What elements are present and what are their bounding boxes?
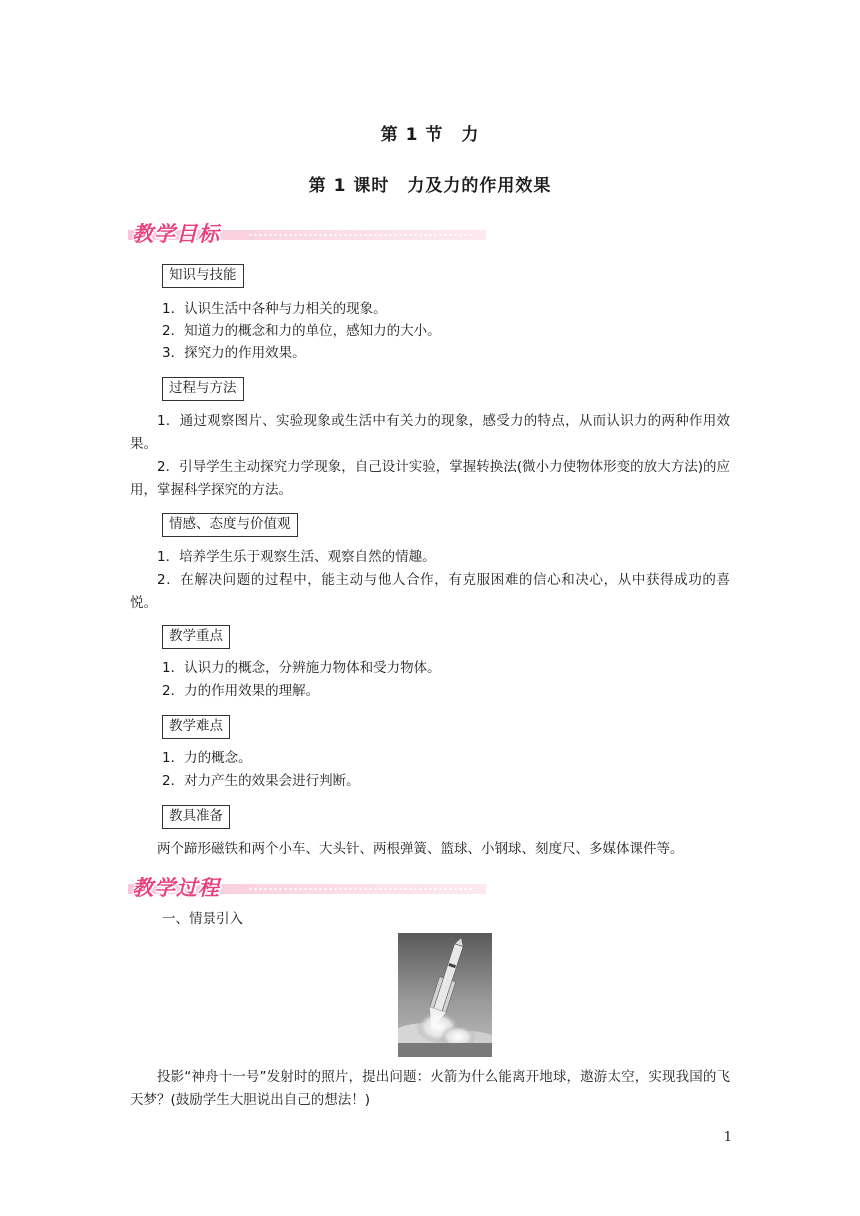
process-method-item-2: 2．引导学生主动探究力学现象，自己设计实验，掌握转换法(微小力使物体形变的放大方法)的应用，掌握科学探究的方法。: [130, 459, 730, 498]
chapter-title: 第 1 节 力: [380, 125, 480, 145]
process-step-1: 一、情景引入: [162, 911, 243, 927]
difficulties-label: 教学难点: [162, 715, 230, 739]
knowledge-item-1: 1．认识生活中各种与力相关的现象。: [162, 301, 387, 317]
emotion-item-1: 1．培养学生乐于观察生活、观察自然的情趣。: [157, 549, 436, 565]
materials-text: 两个蹄形磁铁和两个小车、大头针、两根弹簧、篮球、小钢球、刻度尺、多媒体课件等。: [157, 841, 684, 857]
objectives-heading: 教学目标: [132, 222, 220, 246]
key-points-item-2: 2．力的作用效果的理解。: [162, 683, 320, 699]
process-description: 投影“神舟十一号”发射时的照片，提出问题：火箭为什么能离开地球，遨游太空，实现我国的飞天梦？(鼓励学生大胆说出自己的想法！): [130, 1069, 730, 1108]
emotion-item-2: 2．在解决问题的过程中，能主动与他人合作，有克服困难的信心和决心，从中获得成功的喜悦。: [130, 572, 730, 611]
rocket-launch-photo: [398, 933, 492, 1057]
objectives-banner: [128, 218, 488, 246]
knowledge-label: 知识与技能: [162, 264, 244, 288]
banner-dots: [248, 886, 473, 892]
difficulties-item-2: 2．对力产生的效果会进行判断。: [162, 773, 360, 789]
key-points-item-1: 1．认识力的概念，分辨施力物体和受力物体。: [162, 660, 441, 676]
lesson-title: 第 1 课时 力及力的作用效果: [308, 176, 552, 196]
knowledge-item-2: 2．知道力的概念和力的单位，感知力的大小。: [162, 323, 441, 339]
process-heading: 教学过程: [132, 876, 220, 900]
process-method-item-1: 1．通过观察图片、实验现象或生活中有关力的现象，感受力的特点，从而认识力的两种作用效果。: [130, 413, 730, 452]
key-points-label: 教学重点: [162, 625, 230, 649]
banner-dots: [248, 232, 473, 238]
emotion-label: 情感、态度与价值观: [162, 513, 298, 537]
process-method-label: 过程与方法: [162, 377, 244, 401]
process-banner: [128, 872, 488, 900]
knowledge-item-3: 3．探究力的作用效果。: [162, 345, 306, 361]
difficulties-item-1: 1．力的概念。: [162, 750, 252, 766]
page-number: 1: [723, 1130, 732, 1145]
materials-label: 教具准备: [162, 805, 230, 829]
